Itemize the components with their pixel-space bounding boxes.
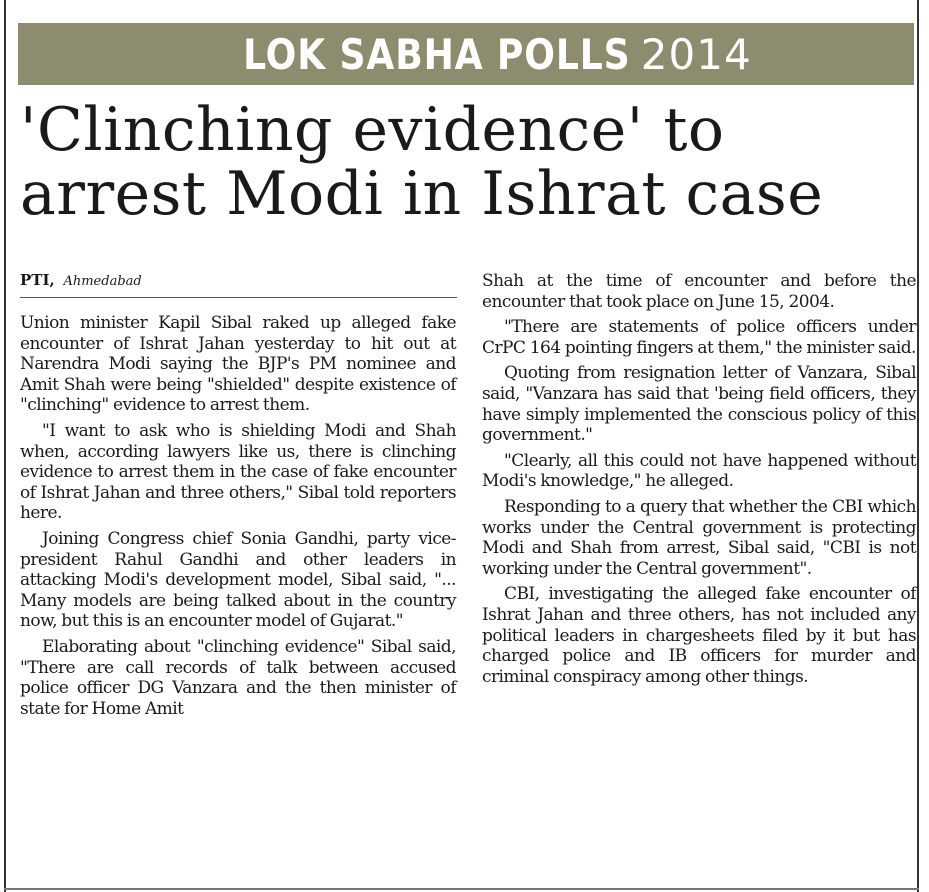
article-column-2 — [482, 271, 916, 692]
banner-year: 2014 — [640, 29, 752, 79]
paragraph: "Clearly, all this could not have happened without Modi's knowledge," he alleged. — [482, 450, 916, 492]
paragraph: Elaborating about "clinching evidence" Sibal said, "There are call records of talk between accused police officer DG Vanzara and the then minister of state for Home Amit — [20, 636, 456, 719]
banner-title: LOK SABHA POLLS — [243, 29, 631, 79]
section-banner — [18, 23, 914, 85]
headline-line-2: arrest Modi in Ishrat case — [20, 159, 824, 229]
banner-heading — [180, 30, 751, 79]
paragraph: Responding to a query that whether the CBI which works under the Central government is protecting Modi and Shah from arrest, Sibal said, "CBI is not working under the Central government". — [482, 496, 916, 579]
paragraph: Shah at the time of encounter and before the encounter that took place on June 15, 2004. — [482, 271, 916, 312]
right-column-rule — [917, 0, 919, 892]
paragraph: Quoting from resignation letter of Vanzara, Sibal said, "Vanzara has said that 'being field officers, they have simply implemented the conscious policy of this government." — [482, 363, 916, 446]
paragraph: "I want to ask who is shielding Modi and Shah when, according lawyers like us, there is clinching evidence to arrest them in the case of fake encounter of Ishrat Jahan and three others," Sibal told reporters here. — [20, 420, 456, 524]
dateline-divider — [20, 297, 457, 298]
dateline — [20, 271, 142, 289]
left-column-rule — [4, 0, 6, 892]
article-headline — [20, 95, 910, 229]
headline-line-1: 'Clinching evidence' to — [20, 95, 725, 165]
news-agency: PTI, — [20, 271, 55, 289]
paragraph: CBI, investigating the alleged fake encounter of Ishrat Jahan and three others, has not included any political leaders in chargesheets filed by it but has charged police and IB officers for murder and criminal conspiracy among other things. — [482, 584, 916, 687]
paragraph: "There are statements of police officers under CrPC 164 pointing fingers at them," the minister said. — [482, 317, 916, 358]
paragraph: Union minister Kapil Sibal raked up alleged fake encounter of Ishrat Jahan yesterday to hit out at Narendra Modi saying the BJP's PM nominee and Amit Shah were being "shielded" despite existence of "clinching" evidence to arrest them. — [20, 313, 456, 416]
bottom-border — [4, 888, 919, 890]
paragraph: Joining Congress chief Sonia Gandhi, party vice-president Rahul Gandhi and other leaders in attacking Modi's development model, Sibal said, "... Many models are being talked about in the country now, but this is an encounter model of Gujarat." — [20, 528, 456, 632]
article-column-1 — [20, 313, 456, 724]
dateline-place: Ahmedabad — [63, 274, 142, 289]
